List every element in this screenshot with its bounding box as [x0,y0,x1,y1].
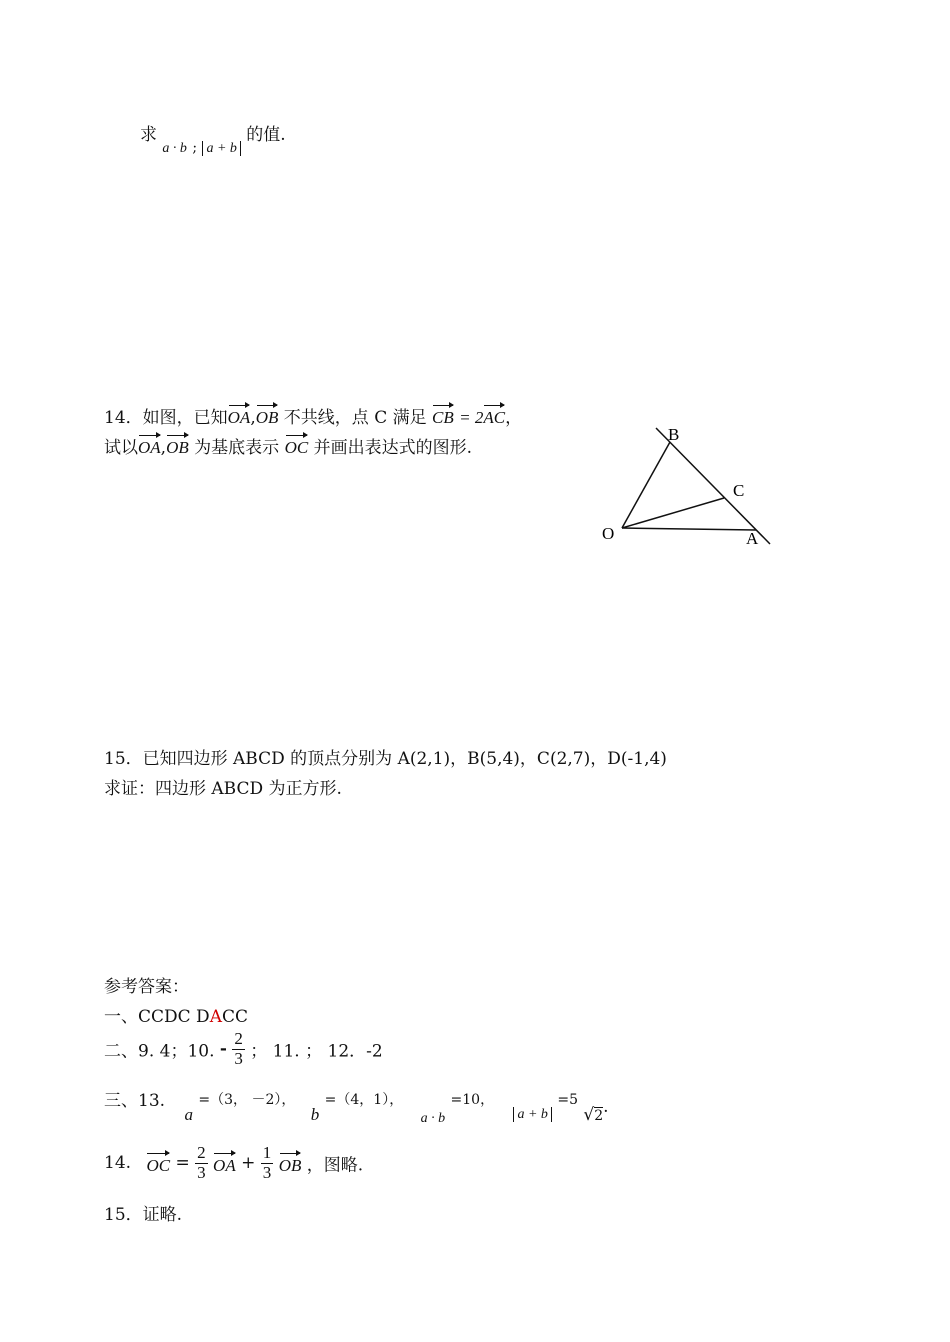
sym-ab: a · b [420,1111,446,1126]
q13-tail-line [140,120,286,156]
a14-plus: + [241,1153,256,1174]
answers-part1 [104,1002,248,1027]
q13-expr-abs: a + b [202,141,240,156]
sym-b: b [310,1105,320,1124]
part2-b: ； 11. ； 12．-2 [250,1041,383,1062]
part1-red: A [209,1007,222,1027]
frac-d3b: 3 [262,1162,272,1182]
frac-d3a: 3 [197,1162,206,1182]
sym-a: a [184,1105,193,1124]
line-ob [622,442,670,528]
triangle-figure [590,420,790,555]
frac-den: 3 [234,1048,243,1068]
line-oa [622,528,756,530]
q14-line2-prefix: 试以 [104,438,138,458]
frac-two-thirds-oa [195,1144,208,1182]
part3-end: . [603,1097,609,1117]
line-oc [622,498,724,528]
frac-n1: 1 [262,1143,272,1162]
q14-line2 [104,432,472,458]
q14-eq: = 2 [459,408,484,427]
q14-comma: , [250,408,256,428]
sqrt-arg: 2 [594,1108,604,1124]
label-b: B [668,425,680,444]
frac-n2: 2 [197,1143,206,1162]
vector-ac: AC [483,402,505,428]
sym-abs: a + b [513,1107,551,1122]
q14-end: ， [505,408,523,428]
part2-a: 二、9. 4；10. [104,1041,215,1062]
answers-part2 [104,1030,383,1068]
fraction-two-thirds [232,1030,245,1068]
answers-q14 [104,1144,363,1182]
label-c: C [733,481,745,500]
q14-line1 [104,402,522,428]
label-a: A [746,529,759,548]
q13-sep: ; [192,140,198,156]
q14-prefix: 14．如图，已知 [104,408,228,428]
part1-suffix: CC [221,1007,248,1027]
ans-vector-oc: OC [146,1150,170,1176]
frac-num: 2 [234,1029,243,1048]
q14-line2-end: 并画出表达式的图形. [313,438,472,458]
q13-prefix: 求 [140,125,157,145]
ans-vector-oa: OA [213,1150,236,1176]
vector-cb: CB [432,402,454,428]
part3-prefix: 三、13. [104,1091,166,1111]
vector-oa-2: OA [138,432,161,458]
a14-eq: = [175,1153,190,1174]
q14-mid: 不共线，点 C 满足 [283,408,427,428]
a14-label: 14. [104,1153,132,1174]
label-o: O [602,524,615,543]
frac-one-third-ob [261,1144,274,1182]
part1-prefix: 一、CCDC D [104,1007,210,1027]
answers-header: 参考答案： [104,977,189,997]
q14-line2-mid: 为基底表示 [194,438,280,458]
vector-ob: OB [256,402,279,428]
q14-comma-2: , [160,438,167,458]
line-ba [656,428,770,544]
sqrt-icon: √ [583,1105,595,1125]
val-b: =（4，1）， [324,1092,404,1108]
vector-oa: OA [228,402,251,428]
q13-expr-dot: a · b [162,141,187,156]
ans-vector-ob: OB [279,1150,302,1176]
vector-ob-2: OB [166,432,189,458]
part2-minus: - [219,1039,227,1060]
vector-oc: OC [285,432,309,458]
q15-line1: 15．已知四边形 ABCD 的顶点分别为 A(2,1)，B(5,4)，C(2,7)，D(-1,4) [104,749,667,769]
answers-part3 [104,1086,609,1126]
answers-q15: 15．证略. [104,1205,183,1225]
val-a: =（3， －2）， [198,1092,296,1108]
val-ab: =10， [450,1092,495,1108]
val-abs: =5 [557,1092,578,1108]
a14-end: ，图略. [306,1155,364,1176]
q15-line2: 求证：四边形 ABCD 为正方形. [104,779,342,799]
q13-suffix: 的值. [246,125,286,145]
